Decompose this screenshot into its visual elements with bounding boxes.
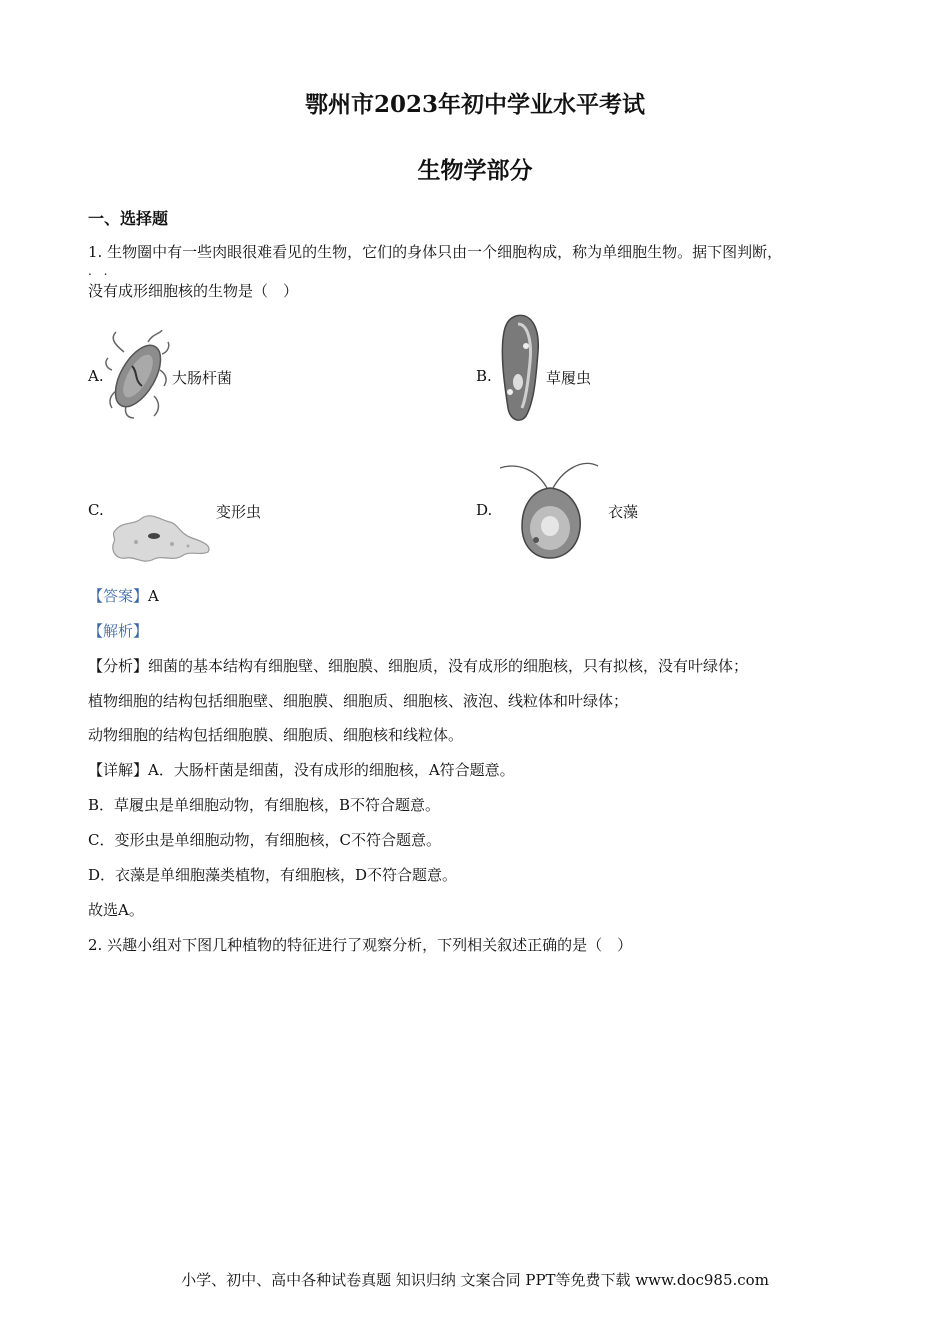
detail-a-text: A．大肠杆菌是细菌，没有成形的细胞核，A符合题意。	[148, 761, 515, 779]
option-b-label: 草履虫	[546, 369, 592, 387]
page-title: 鄂州市2023年初中学业水平考试	[304, 91, 645, 118]
e-coli-image	[104, 330, 170, 420]
analysis-tag: 【解析】	[88, 622, 149, 640]
fenxi-line	[88, 656, 748, 676]
option-a-letter: A.	[88, 367, 104, 385]
detail-tag: 【详解】	[88, 761, 149, 779]
answer-value: A	[148, 587, 159, 605]
q2-stem: 2. 兴趣小组对下图几种植物的特征进行了观察分析，下列相关叙述正确的是（ ）	[88, 936, 633, 954]
page-subtitle: 生物学部分	[417, 157, 533, 184]
q1-stem-line2: 没有成形细胞核的生物是（ ）	[88, 282, 299, 300]
answer-line	[88, 586, 159, 606]
fenxi-tag: 【分析】	[88, 657, 149, 675]
detail-line-b: B．草履虫是单细胞动物，有细胞核，B不符合题意。	[88, 796, 441, 814]
detail-line-d: D．衣藻是单细胞藻类植物，有细胞核，D不符合题意。	[88, 866, 458, 884]
chlamydomonas-image	[498, 456, 602, 562]
footer-text: 小学、初中、高中各种试卷真题 知识归纳 文案合同 PPT等免费下载 www.doc985.com	[181, 1271, 769, 1289]
option-a-label: 大肠杆菌	[172, 369, 233, 387]
detail-line-a	[88, 760, 515, 780]
amoeba-image	[108, 512, 214, 564]
option-c-label: 变形虫	[216, 503, 262, 521]
option-d-label: 衣藻	[608, 503, 639, 521]
emphasis-dots: . .	[88, 264, 112, 278]
option-d-letter: D.	[476, 501, 493, 519]
option-c-letter: C.	[88, 501, 104, 519]
conclusion-line: 故选A。	[88, 901, 144, 919]
plant-cell-line: 植物细胞的结构包括细胞壁、细胞膜、细胞质、细胞核、液泡、线粒体和叶绿体；	[88, 692, 629, 710]
fenxi-text: 细菌的基本结构有细胞壁、细胞膜、细胞质，没有成形的细胞核，只有拟核，没有叶绿体；	[148, 657, 749, 675]
answer-tag: 【答案】	[88, 587, 149, 605]
detail-line-c: C．变形虫是单细胞动物，有细胞核，C不符合题意。	[88, 831, 441, 849]
q1-stem-line1: 1. 生物圈中有一些肉眼很难看见的生物，它们的身体只由一个细胞构成，称为单细胞生物。据下图判断，	[88, 243, 783, 261]
animal-cell-line: 动物细胞的结构包括细胞膜、细胞质、细胞核和线粒体。	[88, 726, 464, 744]
section-heading: 一、选择题	[88, 209, 169, 228]
paramecium-image	[496, 312, 546, 424]
option-b-letter: B.	[476, 367, 492, 385]
